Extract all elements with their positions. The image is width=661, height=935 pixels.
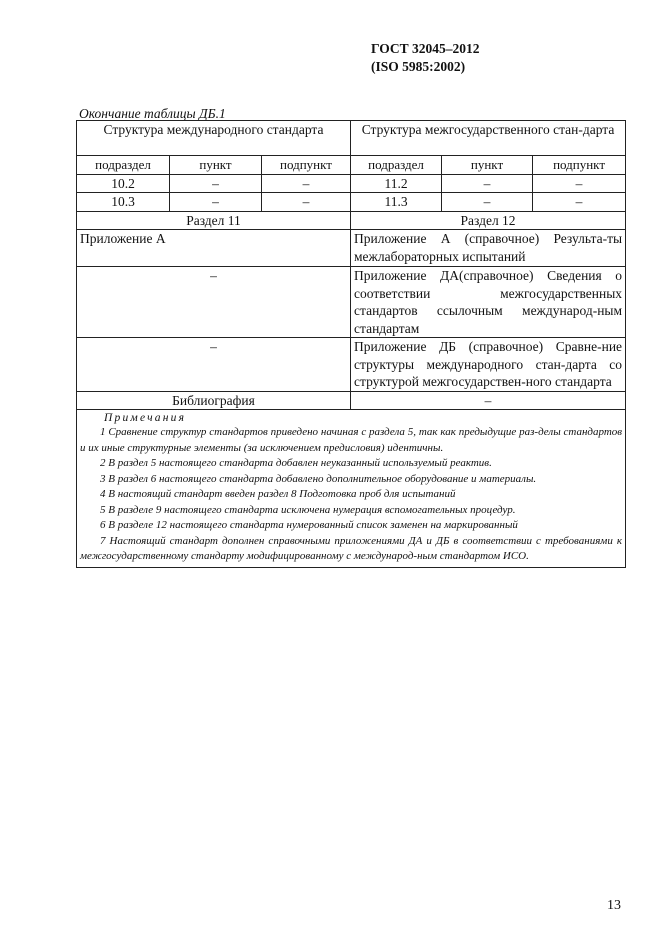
note-item: 2 В раздел 5 настоящего стандарта добавлен неуказанный используемый реактив. — [100, 457, 492, 469]
table-head-row — [77, 121, 626, 156]
note-item: 1 Сравнение структур стандартов приведено начиная с раздела 5, так как предыдущие раз-делы стандартов и их иные структурные элементы (за исключением предисловия) идентичны. — [80, 426, 623, 454]
sub-header-cell: пункт — [442, 156, 533, 175]
sub-header-cell: пункт — [170, 156, 262, 175]
table-cell: – — [262, 193, 351, 212]
section-row — [77, 211, 626, 230]
notes-title: Примечания — [104, 412, 187, 424]
bibliography-row — [77, 391, 626, 410]
table-row — [77, 174, 626, 193]
sub-header-cell: подраздел — [351, 156, 442, 175]
notes-block — [77, 410, 626, 568]
note-item: 5 В разделе 9 настоящего стандарта исключена нумерация вспомогательных процедур. — [100, 503, 516, 516]
appendix-db-right: Приложение ДБ (справочное) Сравне-ние структуры международного стан-дарта со структурой межгосударствен-ного стандарта — [351, 338, 626, 392]
structure-comparison-table — [76, 120, 626, 568]
note-item: 4 В настоящий стандарт введен раздел 8 Подготовка проб для испытаний — [100, 488, 456, 500]
appendix-da-right: Приложение ДА(справочное) Сведения о соответствии межгосударственных стандартов ссылочным международ-ным стандартам — [351, 267, 626, 338]
page-number: 13 — [607, 898, 621, 913]
appendix-a-right: Приложение А (справочное) Результа-ты межлабораторных испытаний — [351, 230, 626, 267]
appendix-db-left: – — [77, 338, 351, 392]
table-caption: Окончание таблицы ДБ.1 — [79, 106, 226, 121]
document-header — [371, 40, 480, 76]
table-cell: – — [170, 193, 262, 212]
iso-reference: (ISO 5985:2002) — [371, 59, 466, 74]
appendix-db-row — [77, 338, 626, 392]
table-row — [77, 193, 626, 212]
table-cell: – — [533, 174, 626, 193]
head-interstate: Структура межгосударственного стан-дарта — [351, 121, 626, 156]
table-cell: – — [442, 193, 533, 212]
notes-row — [77, 410, 626, 568]
bibliography-right: – — [351, 391, 626, 410]
table-cell: – — [170, 174, 262, 193]
sub-header-cell: подпункт — [533, 156, 626, 175]
sub-header-cell: подраздел — [77, 156, 170, 175]
note-item: 3 В раздел 6 настоящего стандарта добавлено дополнительное оборудование и материалы. — [100, 472, 537, 485]
section-right: Раздел 12 — [351, 211, 626, 230]
table-cell: 10.3 — [77, 193, 170, 212]
bibliography-left: Библиография — [77, 391, 351, 410]
table-cell: – — [442, 174, 533, 193]
note-item: 7 Настоящий стандарт дополнен справочными приложениями ДА и ДБ в соответствии с требованиями к межгосударственному стандарту модифицированному с международ-ным стандартом ИСО. — [80, 534, 623, 562]
sub-header-cell: подпункт — [262, 156, 351, 175]
note-item: 6 В разделе 12 настоящего стандарта нумерованный список заменен на маркированный — [100, 519, 518, 531]
sub-header-row — [77, 156, 626, 175]
section-left: Раздел 11 — [77, 211, 351, 230]
standard-number: ГОСТ 32045–2012 — [371, 41, 480, 56]
table-cell: – — [533, 193, 626, 212]
table-cell: 11.3 — [351, 193, 442, 212]
head-international: Структура международного стандарта — [77, 121, 351, 156]
appendix-a-row — [77, 230, 626, 267]
appendix-da-row — [77, 267, 626, 338]
appendix-da-left: – — [77, 267, 351, 338]
table-cell: – — [262, 174, 351, 193]
table-cell: 11.2 — [351, 174, 442, 193]
table-cell: 10.2 — [77, 174, 170, 193]
appendix-a-left: Приложение А — [77, 230, 351, 267]
